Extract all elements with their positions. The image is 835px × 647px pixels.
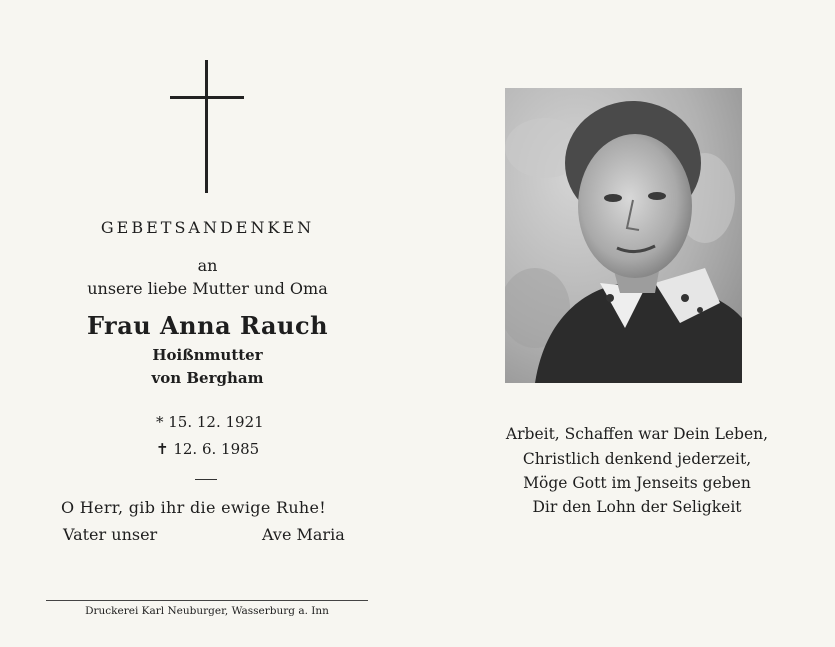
card-heading: GEBETSANDENKEN bbox=[100, 218, 315, 237]
latin-cross-icon bbox=[170, 60, 244, 193]
poem-line-3: Möge Gott im Jenseits geben bbox=[523, 474, 751, 492]
prayer-ave-maria: Ave Maria bbox=[262, 525, 345, 544]
poem-line-1: Arbeit, Schaffen war Dein Leben, bbox=[505, 425, 769, 443]
dedication-an: an bbox=[197, 256, 218, 275]
dedication-text: unsere liebe Mutter und Oma bbox=[87, 279, 328, 298]
printer-credit: Druckerei Karl Neuburger, Wasserburg a. Inn bbox=[85, 605, 329, 617]
prayer-vater-unser: Vater unser bbox=[63, 525, 158, 544]
house-name: Hoißnmutter bbox=[152, 346, 263, 364]
divider-dash bbox=[195, 479, 217, 480]
deceased-name: Frau Anna Rauch bbox=[86, 311, 329, 340]
death-date: ✝ 12. 6. 1985 bbox=[156, 440, 260, 458]
poem-line-4: Dir den Lohn der Seligkeit bbox=[532, 498, 742, 516]
birth-date: * 15. 12. 1921 bbox=[156, 413, 264, 431]
prayer-line: O Herr, gib ihr die ewige Ruhe! bbox=[61, 498, 327, 517]
place-name: von Bergham bbox=[151, 369, 264, 387]
poem-line-2: Christlich denkend jederzeit, bbox=[522, 450, 752, 468]
portrait-photo bbox=[505, 88, 742, 383]
footer-rule bbox=[46, 600, 368, 601]
